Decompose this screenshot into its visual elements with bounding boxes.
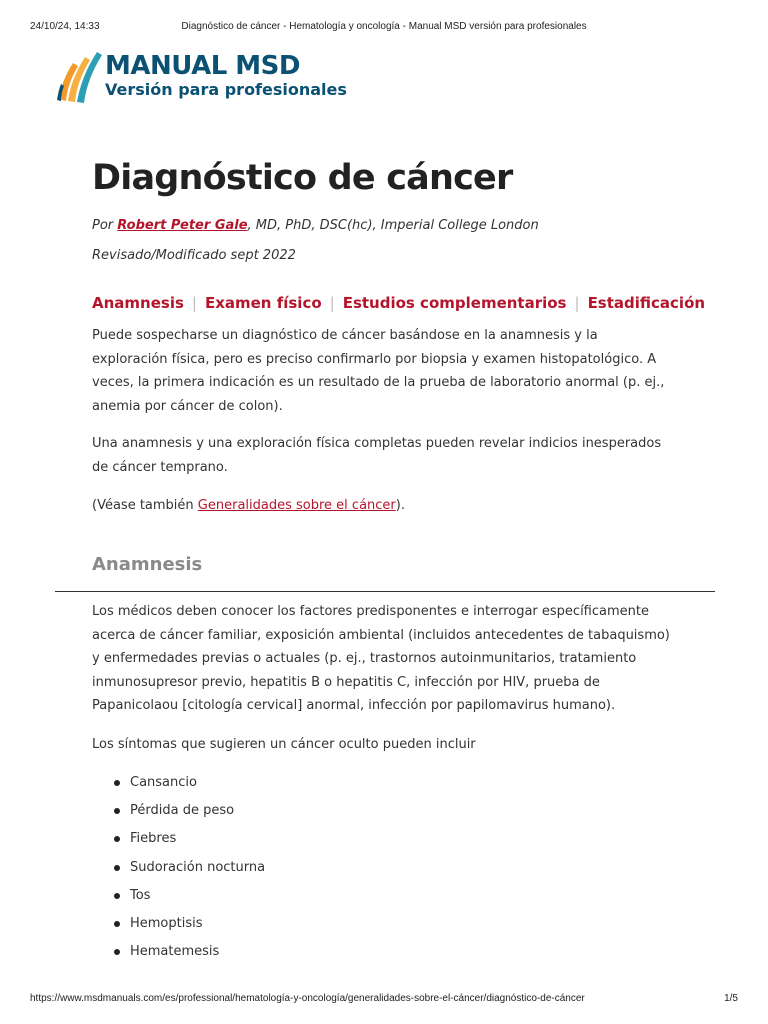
list-item-text: Hemoptisis [130, 915, 203, 931]
list-item-text: Tos [130, 887, 151, 903]
print-page-number: 1/5 [724, 993, 738, 1004]
site-logo[interactable] [55, 49, 375, 105]
see-also-paragraph [92, 494, 672, 518]
list-item-text: Cansancio [130, 775, 197, 790]
intro-paragraph-1: Puede sospecharse un diagnóstico de cáncer basándose en la anamnesis y la exploración física, pero es preciso confirmarlo por biopsia y examen histopatológico. A veces, la primera indicación es un resultado de la prueba de laboratorio anormal (p. ej., anemia por cáncer de colon). [92, 328, 665, 414]
topic-link-anamnesis[interactable]: Anamnesis [92, 294, 184, 312]
nav-separator: | [329, 294, 335, 312]
byline [92, 218, 539, 233]
list-item [110, 772, 265, 800]
author-credentials: , MD, PhD, DSC(hc), [247, 218, 377, 233]
list-item [110, 913, 265, 941]
bullet-icon [114, 808, 120, 814]
print-header [0, 21, 768, 33]
bullet-icon [114, 836, 120, 842]
list-item-text: Fiebres [130, 831, 177, 847]
topic-link-estadificacion[interactable]: Estadificación [587, 294, 706, 312]
see-also-suffix: ). [395, 498, 405, 513]
list-item [110, 885, 265, 913]
section-divider [55, 591, 715, 592]
author-link[interactable]: Robert Peter Gale [117, 218, 248, 233]
print-footer [0, 993, 768, 1005]
author-institution: Imperial College London [380, 218, 539, 233]
topic-navigation [92, 294, 705, 312]
topic-link-estudios[interactable]: Estudios complementarios [342, 294, 567, 312]
see-also-prefix: (Véase también [92, 498, 198, 513]
list-item-text: Pérdida de peso [130, 803, 235, 819]
see-also-link[interactable]: Generalidades sobre el cáncer [197, 498, 396, 513]
bullet-icon [114, 921, 120, 927]
nav-separator: | [574, 294, 580, 312]
list-item [110, 828, 265, 856]
byline-prefix: Por [92, 218, 114, 233]
list-item [110, 941, 265, 969]
list-item [110, 800, 265, 828]
msd-logo-icon [55, 49, 103, 103]
bullet-icon [114, 949, 120, 955]
list-item-text: Sudoración nocturna [130, 859, 266, 875]
bullet-icon [114, 865, 120, 871]
intro-paragraph-2: Una anamnesis y una exploración física completas pueden revelar indicios inesperados de cáncer temprano. [92, 436, 662, 475]
logo-title: MANUAL MSD [105, 51, 300, 81]
page-title: Diagnóstico de cáncer [92, 158, 513, 198]
list-item-text: Hematemesis [130, 944, 220, 960]
print-url: https://www.msdmanuals.com/es/professional/hematología-y-oncología/generalidades-sobre-el-cáncer/diagnóstico-de-cáncer [30, 993, 585, 1004]
nav-separator: | [191, 294, 197, 312]
bullet-icon [114, 893, 120, 899]
section-heading-anamnesis[interactable]: Anamnesis [92, 554, 203, 575]
list-item [110, 857, 265, 885]
anamnesis-paragraph: Los médicos deben conocer los factores predisponentes e interrogar específicamente acerca de cáncer familiar, exposición ambiental (incluidos antecedentes de tabaquismo) y enfermedades previas o actuales (p. ej., trastornos autoinmunitarios, tratamiento inmunosupresor previo, hepatitis B o hepatitis C, infección por HIV, prueba de Papanicolaou [citología cervical] anormal, infección por papilomavirus humano). [92, 604, 670, 713]
print-page-title: Diagnóstico de cáncer - Hematología y oncología - Manual MSD versión para profesionales [181, 21, 587, 32]
topic-link-examen-fisico[interactable]: Examen físico [204, 294, 322, 312]
print-datetime: 24/10/24, 14:33 [30, 21, 100, 32]
logo-subtitle: Versión para profesionales [105, 80, 347, 99]
symptom-list [110, 772, 265, 969]
symptoms-intro: Los síntomas que sugieren un cáncer oculto pueden incluir [92, 737, 476, 752]
revision-date: Revisado/Modificado sept 2022 [92, 248, 296, 263]
bullet-icon [114, 780, 120, 786]
